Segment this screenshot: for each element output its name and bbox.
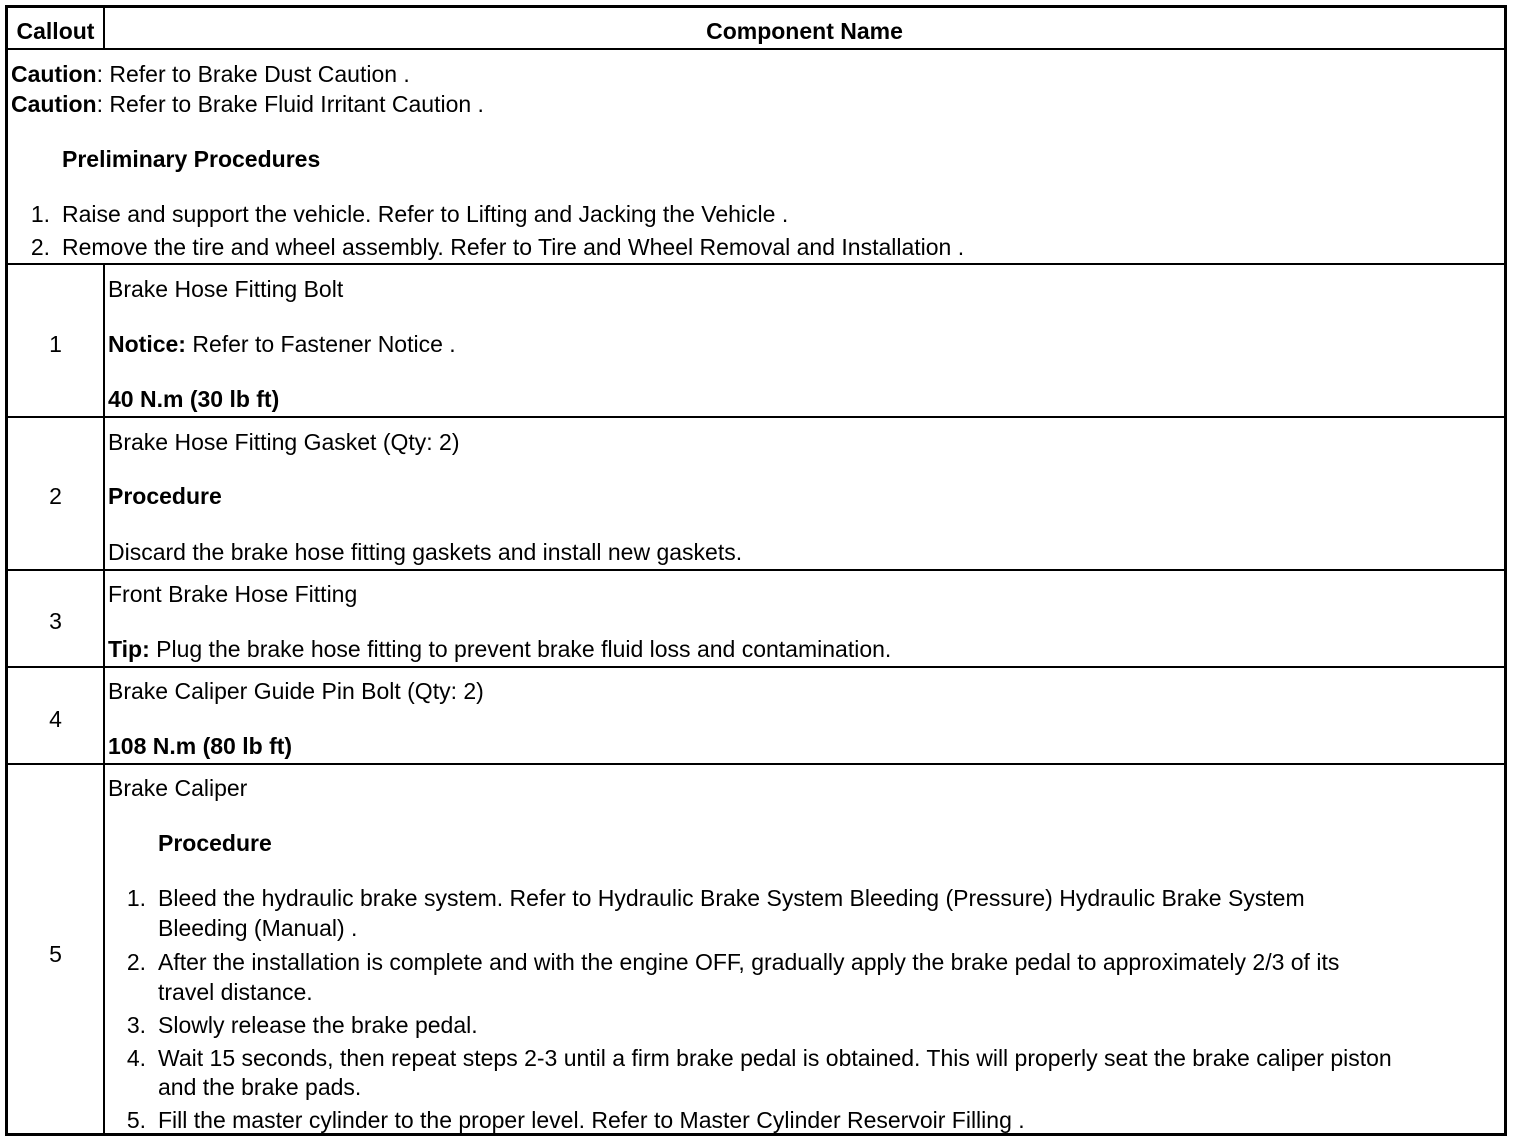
row-divider (8, 416, 1504, 418)
caution-text: : Refer to Brake Dust Caution . (96, 61, 410, 87)
step-number: 1. (30, 201, 50, 227)
step-number: 4. (126, 1045, 146, 1071)
caution-text: : Refer to Brake Fluid Irritant Caution . (96, 91, 484, 117)
callout-number: 5 (49, 941, 62, 967)
component-name: Brake Hose Fitting Gasket (Qty: 2) (108, 429, 460, 455)
preliminary-heading: Preliminary Procedures (62, 146, 321, 172)
torque-spec: 108 N.m (80 lb ft) (108, 733, 293, 759)
step-number: 2. (126, 949, 146, 975)
step-text-continued: travel distance. (158, 979, 313, 1005)
row-divider (8, 569, 1504, 571)
component-name: Brake Hose Fitting Bolt (108, 276, 344, 302)
header-component-name: Component Name (706, 18, 903, 44)
step-number: 3. (126, 1012, 146, 1038)
callout-number: 4 (49, 706, 62, 732)
caution-line-2 (11, 91, 484, 117)
notice-label: Notice: (108, 331, 186, 357)
procedure-heading: Procedure (158, 830, 272, 856)
callout-number: 3 (49, 608, 62, 634)
callout-number: 1 (49, 331, 62, 357)
step-text: Bleed the hydraulic brake system. Refer to Hydraulic Brake System Bleeding (Pressure) Hydraulic Brake System (158, 885, 1305, 911)
callout-number: 2 (49, 483, 62, 509)
step-text: Slowly release the brake pedal. (158, 1012, 478, 1038)
header-divider (103, 8, 105, 48)
step-text: Wait 15 seconds, then repeat steps 2-3 until a firm brake pedal is obtained. This will properly seat the brake caliper piston (158, 1045, 1392, 1071)
torque-spec: 40 N.m (30 lb ft) (108, 386, 280, 412)
caution-label: Caution (11, 61, 97, 87)
procedure-text: Discard the brake hose fitting gaskets and install new gaskets. (108, 539, 743, 565)
row-divider (8, 263, 1504, 265)
row-divider (8, 666, 1504, 668)
header-callout: Callout (16, 18, 95, 44)
tip-label: Tip: (108, 636, 150, 662)
step-text: Raise and support the vehicle. Refer to Lifting and Jacking the Vehicle . (62, 201, 789, 227)
step-text: Remove the tire and wheel assembly. Refer to Tire and Wheel Removal and Installation . (62, 234, 965, 260)
caution-line-1 (11, 61, 410, 87)
component-table (5, 5, 1507, 1136)
tip-line (108, 636, 891, 662)
component-name: Brake Caliper (108, 775, 248, 801)
row-divider (8, 763, 1504, 765)
component-name: Brake Caliper Guide Pin Bolt (Qty: 2) (108, 678, 484, 704)
caution-label: Caution (11, 91, 97, 117)
step-number: 2. (30, 234, 50, 260)
notice-line (108, 331, 456, 357)
step-number: 1. (126, 885, 146, 911)
row-divider (8, 48, 1504, 50)
tip-text: Plug the brake hose fitting to prevent brake fluid loss and contamination. (149, 636, 892, 662)
procedure-heading: Procedure (108, 483, 222, 509)
step-text: Fill the master cylinder to the proper level. Refer to Master Cylinder Reservoir Filling . (158, 1107, 1025, 1133)
step-text-continued: and the brake pads. (158, 1074, 362, 1100)
notice-text: Refer to Fastener Notice . (185, 331, 456, 357)
step-text: After the installation is complete and with the engine OFF, gradually apply the brake pedal to approximately 2/3 of its (158, 949, 1340, 975)
column-divider (103, 263, 105, 1136)
step-text-continued: Bleeding (Manual) . (158, 915, 358, 941)
component-name: Front Brake Hose Fitting (108, 581, 358, 607)
step-number: 5. (126, 1107, 146, 1133)
